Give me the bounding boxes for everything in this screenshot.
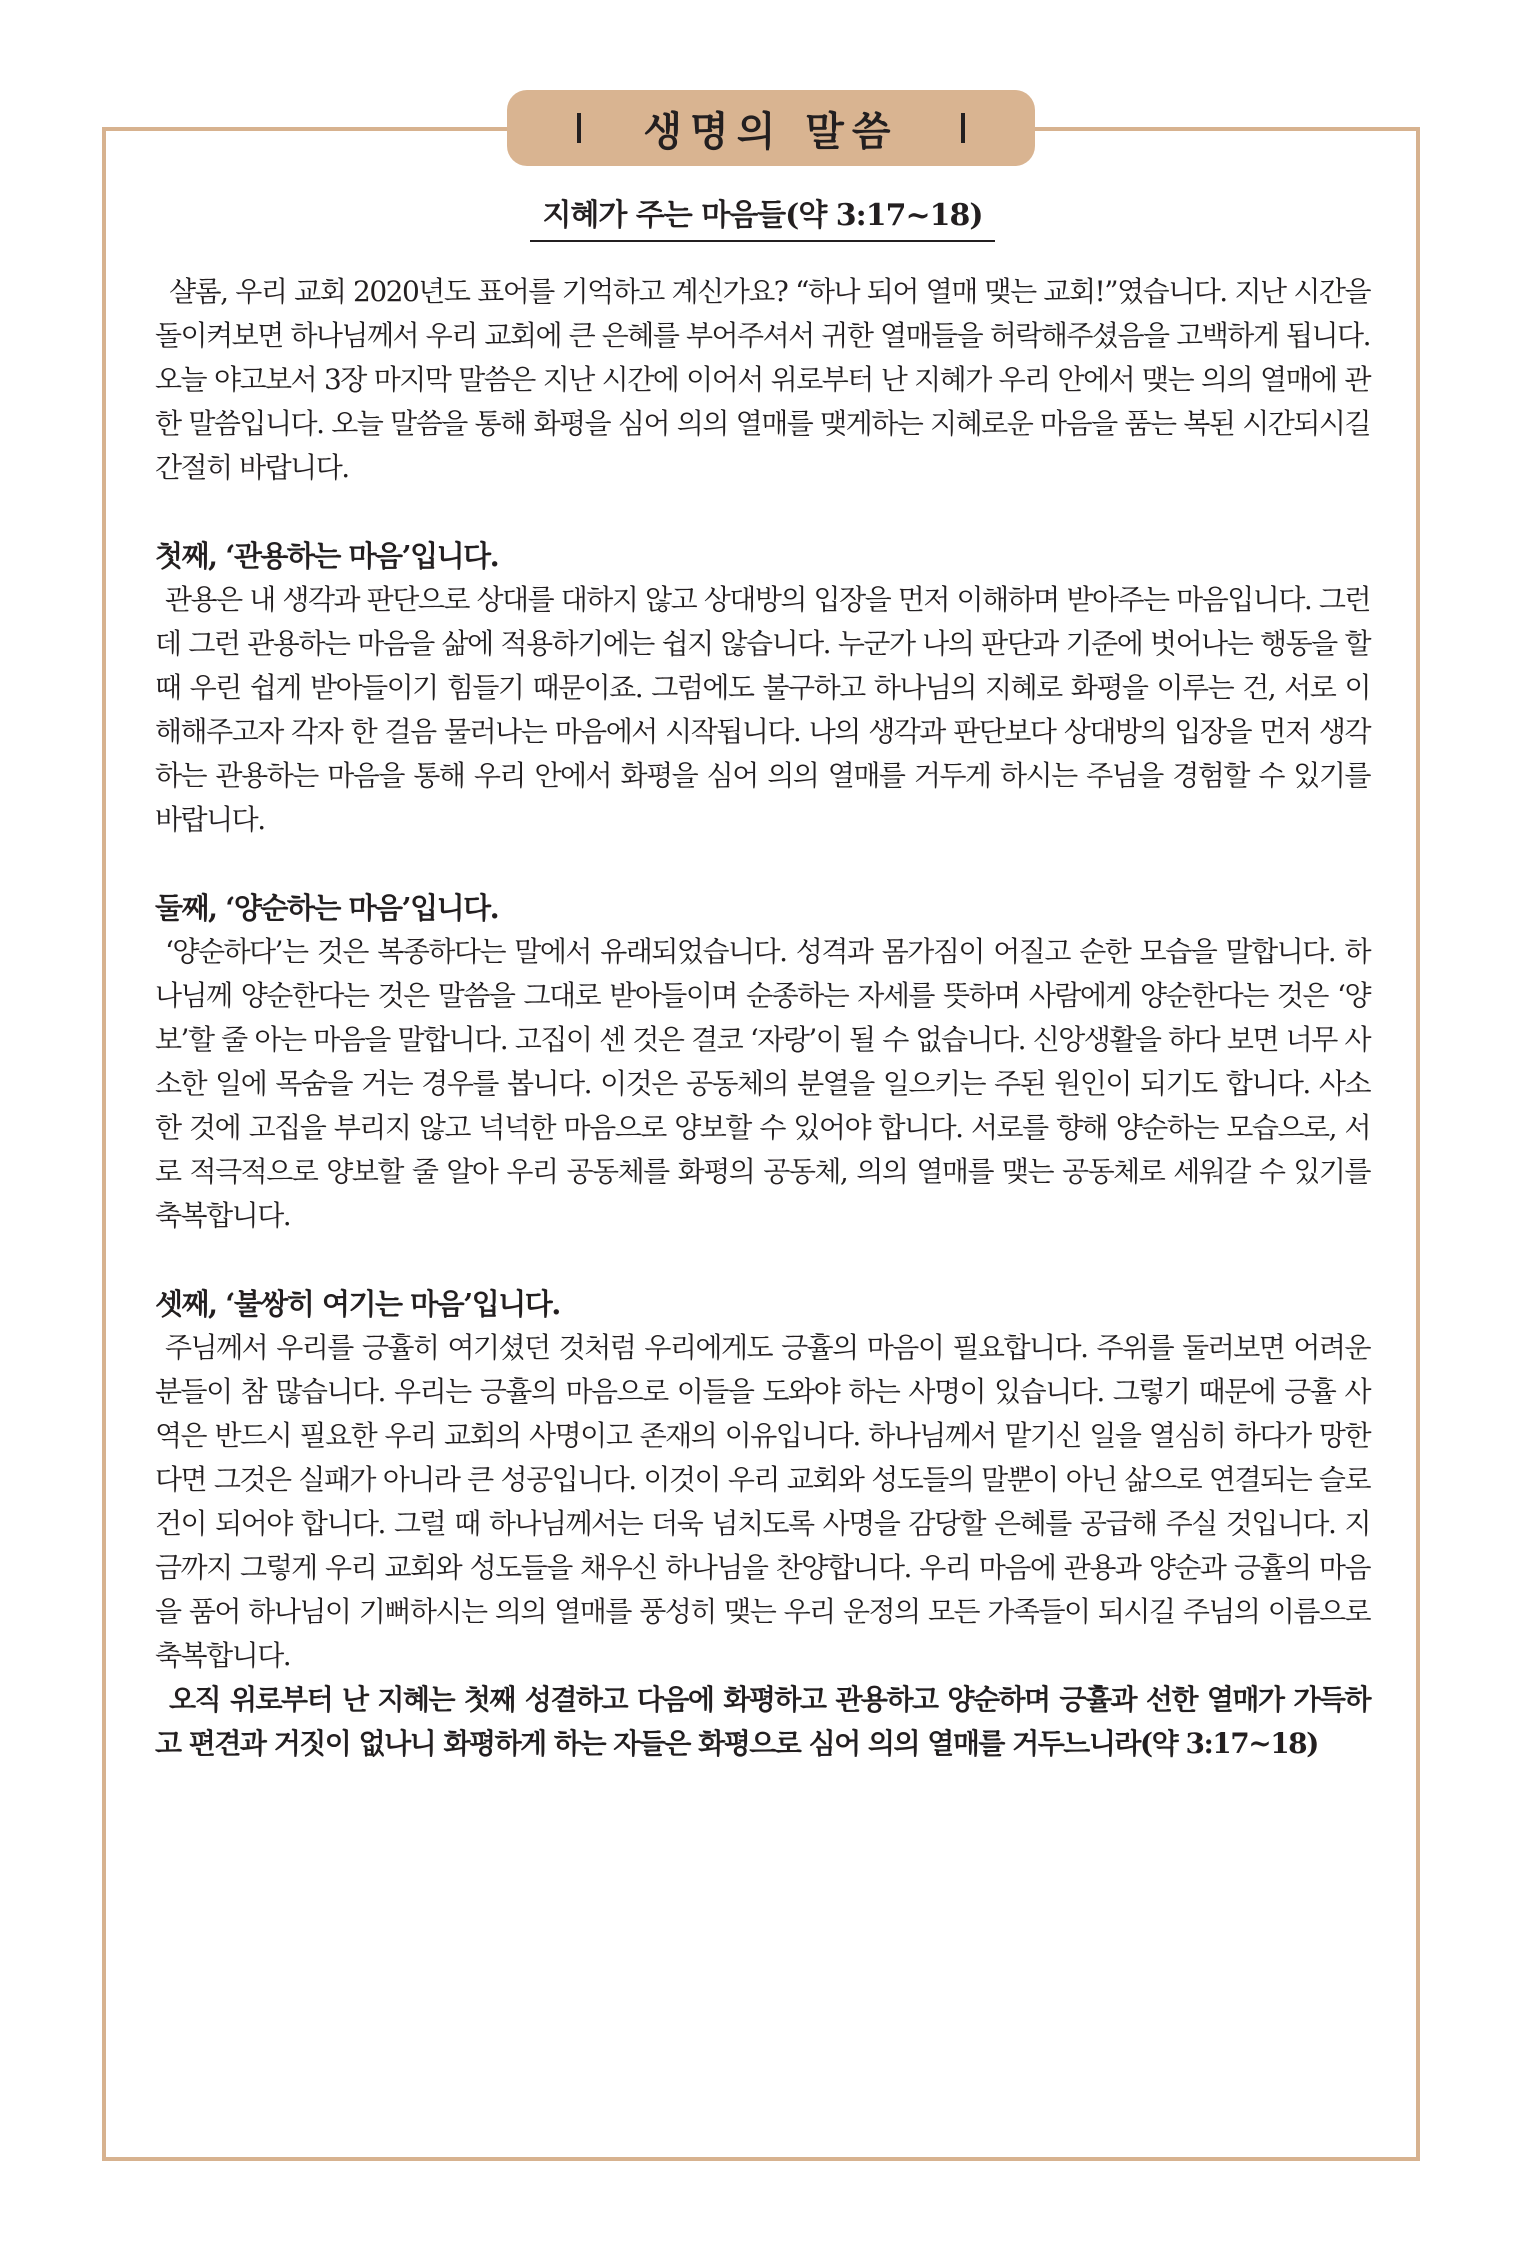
section-body: ‘양순하다’는 것은 복종하다는 말에서 유래되었습니다. 성격과 몸가짐이 어질고 순한 모습을 말합니다. 하나님께 양순한다는 것은 말씀을 그대로 받아들이며 순종하는 자세를 뜻하며 사람에게 양순한다는 것은 ‘양보’할 줄 아는 마음을 말합니다. 고집이 센 것은 결코 ‘자랑’이 될 수 없습니다. 신앙생활을 하다 보면 너무 사소한 일에 목숨을 거는 경우를 봅니다. 이것은 공동체의 분열을 일으키는 주된 원인이 되기도 합니다. 사소한 것에 고집을 부리지 않고 넉넉한 마음으로 양보할 수 있어야 합니다. 서로를 향해 양순하는 모습으로, 서로 적극적으로 양보할 줄 알아 우리 공동체를 화평의 공동체, 의의 열매를 맺는 공동체로 세워갈 수 있기를 축복합니다. xyxy=(155,935,1370,1232)
header-tab xyxy=(507,90,1035,166)
sermon-subtitle: 지혜가 주는 마음들(약 3:17~18) xyxy=(530,190,994,242)
section-tolerance xyxy=(155,534,1370,842)
section-gentleness xyxy=(155,886,1370,1238)
header-title: 생명의 말씀 xyxy=(643,108,899,155)
section-heading: 셋째, ‘불쌍히 여기는 마음’입니다. xyxy=(155,1287,560,1321)
section-body: 주님께서 우리를 긍휼히 여기셨던 것처럼 우리에게도 긍휼의 마음이 필요합니다. 주위를 둘러보면 어려운 분들이 참 많습니다. 우리는 긍휼의 마음으로 이들을 도와야 하는 사명이 있습니다. 그렇기 때문에 긍휼 사역은 반드시 필요한 우리 교회의 사명이고 존재의 이유입니다. 하나님께서 맡기신 일을 열심히 하다가 망한다면 그것은 실패가 아니라 큰 성공입니다. 이것이 우리 교회와 성도들의 말뿐이 아닌 삶으로 연결되는 슬로건이 되어야 합니다. 그럴 때 하나님께서는 더욱 넘치도록 사명을 감당할 은혜를 공급해 주실 것입니다. 지금까지 그렇게 우리 교회와 성도들을 채우신 하나님을 찬양합니다. 우리 마음에 관용과 양순과 긍휼의 마음을 품어 하나님이 기뻐하시는 의의 열매를 풍성히 맺는 우리 운정의 모든 가족들이 되시길 주님의 이름으로 축복합니다. xyxy=(155,1331,1370,1672)
section-heading: 둘째, ‘양순하는 마음’입니다. xyxy=(155,891,499,925)
header-bar-right xyxy=(961,113,965,143)
section-body: 관용은 내 생각과 판단으로 상대를 대하지 않고 상대방의 입장을 먼저 이해하며 받아주는 마음입니다. 그런데 그런 관용하는 마음을 삶에 적용하기에는 쉽지 않습니다. 누군가 나의 판단과 기준에 벗어나는 행동을 할 때 우린 쉽게 받아들이기 힘들기 때문이죠. 그럼에도 불구하고 하나님의 지혜로 화평을 이루는 건, 서로 이해해주고자 각자 한 걸음 물러나는 마음에서 시작됩니다. 나의 생각과 판단보다 상대방의 입장을 먼저 생각하는 관용하는 마음을 통해 우리 안에서 화평을 심어 의의 열매를 거두게 하시는 주님을 경험할 수 있기를 바랍니다. xyxy=(155,583,1370,836)
closing-verse: 오직 위로부터 난 지혜는 첫째 성결하고 다음에 화평하고 관용하고 양순하며 긍휼과 선한 열매가 가득하고 편견과 거짓이 없나니 화평하게 하는 자들은 화평으로 심어 의의 열매를 거두느니라(약 3:17~18) xyxy=(155,1683,1370,1760)
header-bar-left xyxy=(577,113,581,143)
sermon-content xyxy=(155,270,1370,1766)
section-heading: 첫째, ‘관용하는 마음’입니다. xyxy=(155,539,499,573)
section-compassion xyxy=(155,1282,1370,1678)
subtitle-wrap xyxy=(0,190,1525,242)
intro-paragraph: 샬롬, 우리 교회 2020년도 표어를 기억하고 계신가요? “하나 되어 열매 맺는 교회!”였습니다. 지난 시간을 돌이켜보면 하나님께서 우리 교회에 큰 은혜를 부어주셔서 귀한 열매들을 허락해주셨음을 고백하게 됩니다. 오늘 야고보서 3장 마지막 말씀은 지난 시간에 이어서 위로부터 난 지혜가 우리 안에서 맺는 의의 열매에 관한 말씀입니다. 오늘 말씀을 통해 화평을 심어 의의 열매를 맺게하는 지혜로운 마음을 품는 복된 시간되시길 간절히 바랍니다. xyxy=(155,275,1370,484)
